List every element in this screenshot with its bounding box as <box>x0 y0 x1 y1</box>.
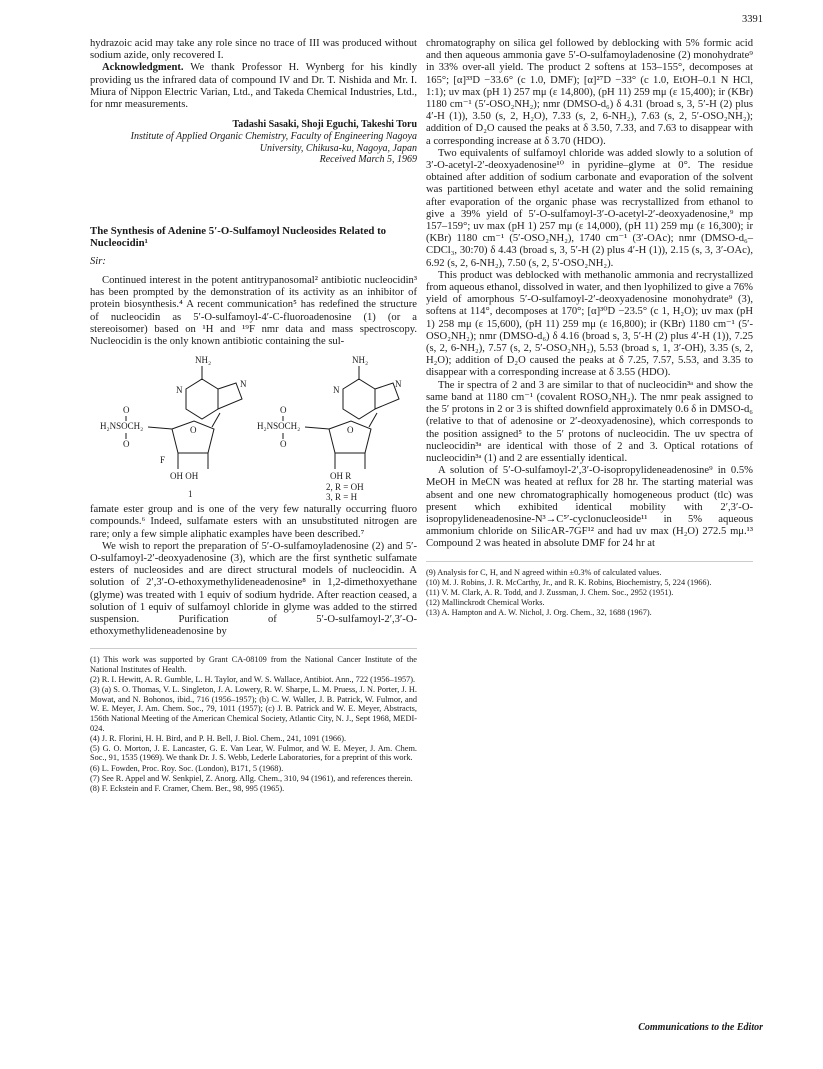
paragraph: Two equivalents of sulfamoyl chloride was added slowly to a solution of 3′-O-acetyl-2′-deoxyadenosine¹⁰ in pyridine–glyme at 0°. The residue obtained after addition of sodium carbonate and evaporation of the solvent was partitioned between ethyl acetate and water and the solid remaining after evaporation of the organic phase was recrystallized from ethanol to give a 39% yield of 5′-O-sulfamoyl-3′-O-acetyl-2′-deoxyadenosine,⁹ mp 157–159°; uv max (pH 1) 257 mμ (ε 14,000), (pH 11) 259 mμ (ε 16,300); ir (KBr) 1180 cm⁻¹ (5′-OSO₂NH₂), 1740 cm⁻¹ (3′-OAc); nmr (DMSO-d₆–CDCl₃, 30:70) δ 4.43 (broad s, 3, 5′-H (2) plus 4′-H (1)), 2.15 (s, 3, 3′-OAc), 6.92 (s, 2, 6-NH₂), 7.50 (s, 2, 5′-OSO₂NH₂). <box>426 147 753 269</box>
n-label: N <box>176 385 183 396</box>
structure-2-3 <box>257 355 402 501</box>
compound-number: 1 <box>188 489 193 500</box>
structure-diagram <box>90 351 417 501</box>
ack-label: Acknowledgment. <box>102 62 184 74</box>
structure-1 <box>100 355 247 499</box>
o-label: O <box>280 439 287 450</box>
ring-o-label: O <box>347 425 354 436</box>
footnotes-left <box>90 648 417 793</box>
left-column <box>90 38 417 794</box>
ring-o-label: O <box>190 425 197 436</box>
o-label: O <box>123 405 130 416</box>
paragraph: This product was deblocked with methanolic ammonia and recrystallized from aqueous ethanol, dissolved in water, and then lyophilized to give a 76% yield of amorphous 5′-O-sulfamoyl-2′-deoxyadenosine monohydrate⁹ (3), softens at 114°, decomposes at 170°; [α]³⁰D −23.5° (c 1, H₂O); uv max (pH 1) 258 mμ (ε 15,600), (pH 11) 259 mμ (ε 16,800); ir (KBr) 1180 cm⁻¹ (5′-OSO₂NH₂); nmr (DMSO-d₆) δ 4.16 (broad s, 3, 5′-H (2) plus 4′-H (1)), 7.25 (s, 2, 6-NH₂), 7.57 (s, 2, 5′-OSO₂NH₂), 5.53 (broad s, 1, 3′-OH), 3.35 (s, 2, H₂O); addition of D₂O caused the peaks at δ 7.25, 7.57, 5.53, and 3.35 to disappear with a corresponding increase at δ 3.55 (HDO). <box>426 269 753 379</box>
compound-number: 3, R = H <box>326 492 358 502</box>
footnote: (7) See R. Appel and W. Senkpiel, Z. Anorg. Allg. Chem., 310, 94 (1961), and references therein. <box>90 773 413 783</box>
paragraph: hydrazoic acid may take any role since no trace of III was produced without sodium azide, only recovered I. <box>90 38 417 62</box>
n-label: N <box>395 379 402 390</box>
footnote: (11) V. M. Clark, A. R. Todd, and J. Zussman, J. Chem. Soc., 2952 (1951). <box>426 587 674 597</box>
footnote: (9) Analysis for C, H, and N agreed within ±0.3% of calculated values. <box>426 567 662 577</box>
paragraph: famate ester group and is one of the very few naturally occurring fluoro compounds.⁶ Indeed, sulfamate esters with an unsubstituted nitrogen are rare; only a few simple aliphatic examples have been described.⁷ <box>90 504 417 540</box>
footnote: (13) A. Hampton and A. W. Nichol, J. Org. Chem., 32, 1688 (1967). <box>426 607 652 617</box>
ack-text: We thank Professor H. Wynberg for his kindly providing us the infrared data of compound IV and Dr. T. Nishida and Mr. I. Miura of Nippon Electric Varian, Ltd., and Takeda Chemical Industries, Ltd., for nmr measurements. <box>90 62 417 111</box>
footnote: (2) R. I. Hewitt, A. R. Gumble, L. H. Taylor, and W. S. Wallace, Antibiot. Ann., 722 (1956–1957). <box>90 675 416 685</box>
oh-label: OH OH <box>170 471 199 482</box>
footnote: (5) G. O. Morton, J. E. Lancaster, G. E. Van Lear, W. Fulmor, and W. E. Meyer, J. Am. Chem. Soc., 91, 1535 (1969). We thank Dr. J. S. Webb, Lederle Laboratories, for a preprint of this work. <box>90 743 417 763</box>
page-number: 3391 <box>742 14 763 25</box>
received-date: Received March 5, 1969 <box>319 154 417 166</box>
affiliation: Institute of Applied Organic Chemistry, Faculty of Engineering Nagoya University, Chikusa-ku, Nagoya, Japan <box>130 131 417 154</box>
o-label: O <box>123 439 130 450</box>
oh-r-label: OH R <box>330 471 352 482</box>
authors: Tadashi Sasaki, Shoji Eguchi, Takeshi Toru <box>232 119 417 131</box>
paragraph: We wish to report the preparation of 5′-O-sulfamoyladenosine (2) and 5′-O-sulfamoyl-2′-deoxyadenosine (3), which are the first synthetic sulfamate esters of nucleosides and are direct structural models of nucleocidin. A solution of 2′,3′-O-ethoxymethylideneadenosine⁸ in 1,2-dimethoxyethane (glyme) was treated with 1 equiv of sodium hydride. After reaction ceased, a solution of 1 equiv of sulfamoyl chloride in glyme was added to the stirred suspension. Purification of 5′-O-sulfamoyl-2′,3′-O-ethoxymethylideneadenosine by <box>90 540 417 638</box>
paragraph: A solution of 5′-O-sulfamoyl-2′,3′-O-isopropylideneadenosine⁹ in 0.5% MeOH in MeCN was heated at reflux for 28 hr. The starting material was absent and one new chromatographically homogeneous product (tlc) was present which exhibited identical mobility with 2′,3′-O-isopropylideneadenosine-N³→C⁵′-cyclonucleoside¹¹ in 5% aqueous ammonium chloride on SilicAR-7GF¹² and had uv max (H₂O) 272.5 mμ.¹³ Compound 2 was heated in absolute DMF for 24 hr at <box>426 465 753 550</box>
footnote: (10) M. J. Robins, J. R. McCarthy, Jr., and R. K. Robins, Biochemistry, 5, 224 (1966). <box>426 577 712 587</box>
paragraph: chromatography on silica gel followed by deblocking with 5% formic acid and then aqueous ammonia gave 5′-O-sulfamoyladenosine (2) monohydrate⁹ in 33% over-all yield. The product 2 softens at 153–155°, decomposes at 165°; [α]³³D −33.6° (c 1.0, DMF); [α]²⁷D −33° (c 1.0, EtOH–0.1 N HCl, 1:1); uv max (pH 1) 257 mμ (ε 14,800), (pH 11) 259 mμ (ε 15,400); ir (KBr) 1180 cm⁻¹ (5′-OSO₂NH₂); nmr (DMSO-d₆) δ 4.31 (broad s, 3, 5′-H (2) plus 4′-H (1)), 3.50 (s, 2, H₂O), 7.33 (s, 2, 6-NH₂), 7.63 (s, 2, 5′-OSO₂NH₂); addition of D₂O caused the peaks at δ 3.50, 7.33, and 7.63 to disappear with a corresponding increase at δ 3.70 (HDO). <box>426 38 753 147</box>
right-column <box>426 38 753 618</box>
footnote: (1) This work was supported by Grant CA-08109 from the National Cancer Institute of the National Institutes of Health. <box>90 655 417 675</box>
paragraph: Continued interest in the potent antitrypanosomal² antibiotic nucleocidin³ has been prompted by the demonstration of its activity as an inhibitor of protein biosynthesis.⁴ A recent communication⁵ has redefined the structure of nucleocidin as 5′-O-sulfamoyl-4′-C-fluoroadenosine (1) (or a stereoisomer) based on ¹H and ¹⁹F nmr data and mass spectroscopy. Nucleocidin is the only known antibiotic containing the sul- <box>90 275 417 348</box>
f-label: F <box>160 455 166 466</box>
n-label: N <box>240 379 247 390</box>
paragraph: The ir spectra of 2 and 3 are similar to that of nucleocidin³ᵃ and show the same band at 1180 cm⁻¹ (covalent ROSO₂NH₂). The nmr peak assigned to the 5′ protons in 2 or 3 is shifted downfield approximately 0.6 δ in DMSO-d₆ (relative to that of adenosine or 2′-deoxyadenosine), which corresponds to the position assigned⁵ to the 5′ protons of nucleocidin. The uv spectra of nucleocidin³ᵃ are identical with those of 2 and 3. Optical rotations of nucleocidin³ᵃ (1) and 2 are essentially identical. <box>426 379 753 464</box>
salutation: Sir: <box>90 255 106 267</box>
footnote: (4) J. R. Florini, H. H. Bird, and P. H. Bell, J. Biol. Chem., 241, 1091 (1966). <box>90 733 347 743</box>
n-label: N <box>333 385 340 396</box>
journal-section-footer: Communications to the Editor <box>638 1022 763 1033</box>
footnote: (8) F. Eckstein and F. Cramer, Chem. Ber., 98, 995 (1965). <box>90 783 285 793</box>
footnote: (6) L. Fowden, Proc. Roy. Soc. (London), B171, 5 (1968). <box>90 763 284 773</box>
nh2-label: NH₂ <box>195 355 212 366</box>
sulfamoyl-label: H₂NSOCH₂ <box>257 421 301 432</box>
compound-number: 2, R = OH <box>326 482 364 493</box>
footnotes-right <box>426 561 753 618</box>
acknowledgment <box>90 62 417 111</box>
footnote: (12) Mallinckrodt Chemical Works. <box>426 597 545 607</box>
sulfamoyl-label: H₂NSOCH₂ <box>100 421 144 432</box>
article-title: The Synthesis of Adenine 5′-O-Sulfamoyl Nucleosides Related to Nucleocidin¹ <box>90 224 387 250</box>
nh2-label: NH₂ <box>352 355 369 366</box>
chemical-structures <box>90 351 417 501</box>
o-label: O <box>280 405 287 416</box>
footnote: (3) (a) S. O. Thomas, V. L. Singleton, J. A. Lowery, R. W. Sharpe, L. M. Pruess, J. N. Porter, J. H. Mowat, and N. Bohonos, ibid., 716 (1956–1957); (b) C. W. Waller, J. B. Patrick, W. Fulmor, and W. E. Meyer, J. Am. Chem. Soc., 79, 1011 (1957); (c) J. B. Patrick and W. E. Meyer, Abstracts, 156th National Meeting of the American Chemical Society, Atlantic City, N. J., Sept 1968, MEDI-024. <box>90 685 417 733</box>
